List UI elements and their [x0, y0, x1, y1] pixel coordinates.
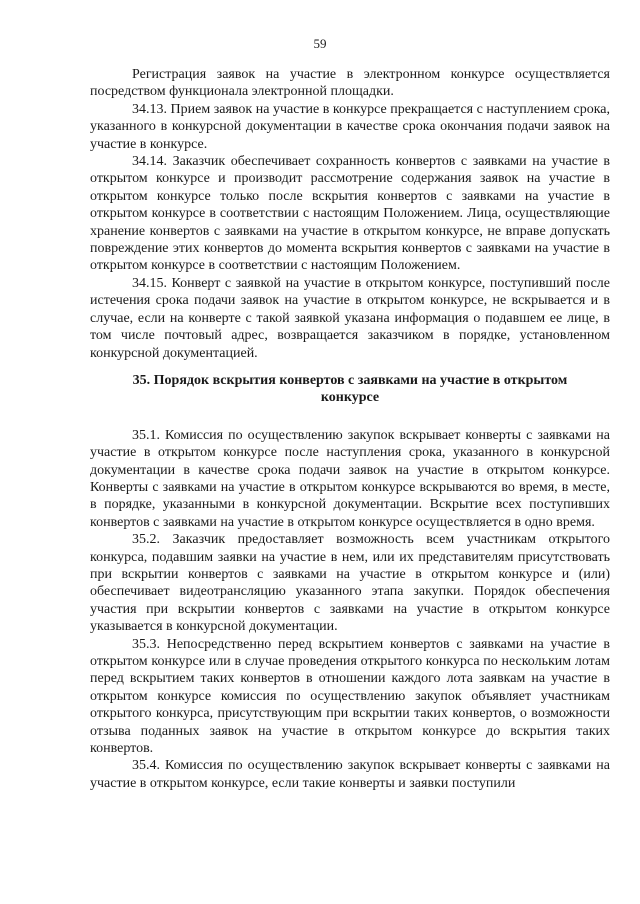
page-number: 59	[313, 36, 327, 51]
paragraph-35-4: 35.4. Комиссия по осуществлению закупок вскрывает конверты с заявками на участие в открытом конкурсе, если такие конверты и заявки поступили	[90, 758, 610, 791]
paragraph-35-2: 35.2. Заказчик предоставляет возможность всем участникам открытого конкурса, подавшим заявки на участие в нем, или их представителям присутствовать при вскрытии конвертов с заявками на участие в открытом конкурсе и (или) обеспечивает видеотрансляцию указанного этапа закупки. Порядок обеспечения участия при вскрытии конвертов с заявками на участие в открытом конкурсе указывается в конкурсной документации.	[90, 532, 610, 635]
paragraph-34-14: 34.14. Заказчик обеспечивает сохранность конвертов с заявками на участие в открытом конкурсе и производит рассмотрение содержания заявок на участие в открытом конкурсе только после вскрытия конвертов с заявками на участие в открытом конкурсе в соответствии с настоящим Положением. Лица, осуществляющие хранение конвертов с заявками на участие в открытом конкурсе, не вправе допускать повреждение этих конвертов до момента вскрытия конвертов с заявками на участие в открытом конкурсе в соответствии с настоящим Положением.	[90, 154, 610, 274]
paragraph-35-1: 35.1. Комиссия по осуществлению закупок вскрывает конверты с заявками на участие в открытом конкурсе после наступления срока, указанного в конкурсной документации в качестве срока подачи заявок на участие в открытом конкурсе. Конверты с заявками на участие в открытом конкурсе вскрываются во время, в месте, в порядке, указанными в конкурсной документации. Вскрытие всех поступивших конвертов с заявками на участие в открытом конкурсе осуществляется в одно время.	[90, 427, 610, 530]
paragraph-34-13: 34.13. Прием заявок на участие в конкурсе прекращается с наступлением срока, указанного в конкурсной документации в качестве срока окончания подачи заявок на участие в конкурсе.	[90, 101, 610, 152]
document-body	[90, 66, 610, 792]
paragraph-35-3: 35.3. Непосредственно перед вскрытием конвертов с заявками на участие в открытом конкурсе или в случае проведения открытого конкурса по нескольким лотам перед вскрытием таких конвертов в отношении каждого лота заявкам на участие в открытом конкурсе комиссия по осуществлению закупок объявляет участникам открытого конкурса, присутствующим при вскрытии таких конвертов, о возможности отзыва поданных заявок на участие в открытом конкурсе до вскрытия таких конвертов.	[90, 636, 610, 757]
paragraph-34-15: 34.15. Конверт с заявкой на участие в открытом конкурсе, поступивший после истечения срока подачи заявок на участие в открытом конкурсе, не вскрывается и в случае, если на конверте с такой заявкой указана информация о подавшем ее лице, в том числе почтовый адрес, возвращается заказчиком в порядке, установленном конкурсной документацией.	[90, 275, 610, 361]
paragraph-registration: Регистрация заявок на участие в электронном конкурсе осуществляется посредством функционала электронной площадки.	[90, 67, 610, 100]
section-heading-35: 35. Порядок вскрытия конвертов с заявками на участие в открытом конкурсе	[132, 372, 568, 406]
